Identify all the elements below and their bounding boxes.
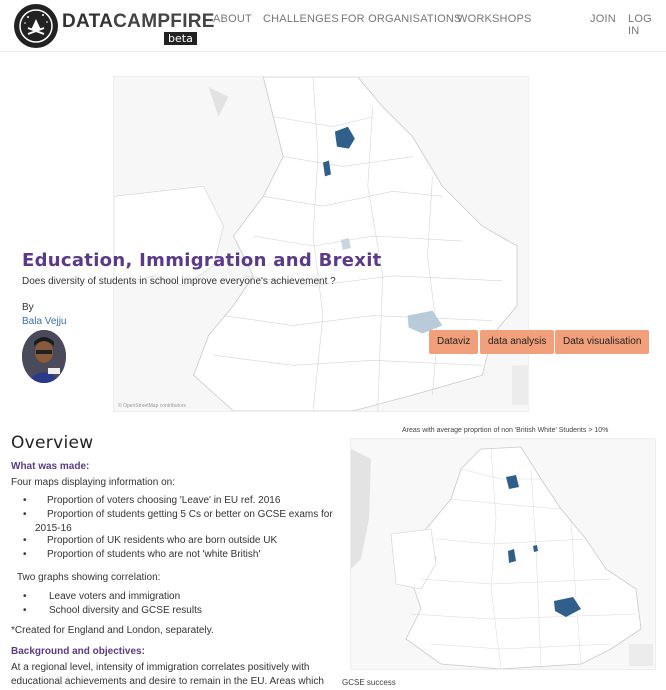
graphs-list	[11, 590, 202, 618]
page-title: Education, Immigration and Brexit	[22, 250, 382, 271]
map-attribution: © OpenStreetMap contributors	[118, 403, 186, 409]
graphs-intro: Two graphs showing correlation:	[17, 572, 161, 583]
top-navigation-bar	[0, 0, 666, 52]
by-label: By	[22, 302, 34, 313]
nav-workshops[interactable]: WORKSHOPS	[457, 13, 532, 25]
nav-join[interactable]: JOIN	[590, 13, 616, 25]
list-item: • Proportion of students getting 5 Cs or better on GCSE exams for 2015-16	[11, 508, 333, 534]
background-text-line2: educational achievements and desire to remain in the EU. Areas which	[11, 676, 324, 687]
nav-login[interactable]: LOG IN	[628, 13, 652, 37]
nav-about[interactable]: ABOUT	[213, 13, 252, 25]
brand-wordmark[interactable]: DATACAMPFIRE	[62, 11, 215, 32]
tag-data-analysis[interactable]: data analysis	[480, 330, 554, 354]
what-was-made-heading: What was made:	[11, 461, 90, 472]
background-text-line1: At a regional level, intensity of immigration correlates positively with	[11, 662, 310, 673]
side-map-footer: GCSE success	[342, 678, 396, 687]
nav-challenges[interactable]: CHALLENGES	[263, 13, 339, 25]
list-item: • Leave voters and immigration	[11, 590, 202, 604]
side-map-image[interactable]	[350, 438, 656, 670]
hero-map-image	[113, 76, 529, 412]
list-item: • School diversity and GCSE results	[11, 604, 202, 618]
page-subtitle: Does diversity of students in school improve everyone's achievement ?	[22, 276, 336, 287]
background-heading: Background and objectives:	[11, 646, 145, 657]
list-item: • Proportion of UK residents who are born outside UK	[11, 534, 333, 548]
maps-list	[11, 494, 333, 562]
tag-data-visualisation[interactable]: Data visualisation	[555, 330, 649, 354]
list-item: • Proportion of students who are not 'white British'	[11, 548, 333, 562]
campfire-logo-icon[interactable]	[14, 4, 58, 48]
side-map-caption: Areas with average proprtion of non 'British White' Students > 10%	[402, 427, 609, 434]
tag-dataviz[interactable]: Dataviz	[429, 330, 478, 354]
nav-for-organisations[interactable]: FOR ORGANISATIONS	[341, 13, 462, 25]
beta-badge: beta	[164, 32, 197, 45]
footnote: *Created for England and London, separately.	[11, 625, 214, 636]
list-item: • Proportion of voters choosing 'Leave' in EU ref. 2016	[11, 494, 333, 508]
author-link[interactable]: Bala Vejju	[22, 316, 67, 327]
overview-heading: Overview	[11, 433, 94, 453]
maps-intro: Four maps displaying information on:	[11, 477, 175, 488]
author-avatar[interactable]	[22, 330, 66, 383]
